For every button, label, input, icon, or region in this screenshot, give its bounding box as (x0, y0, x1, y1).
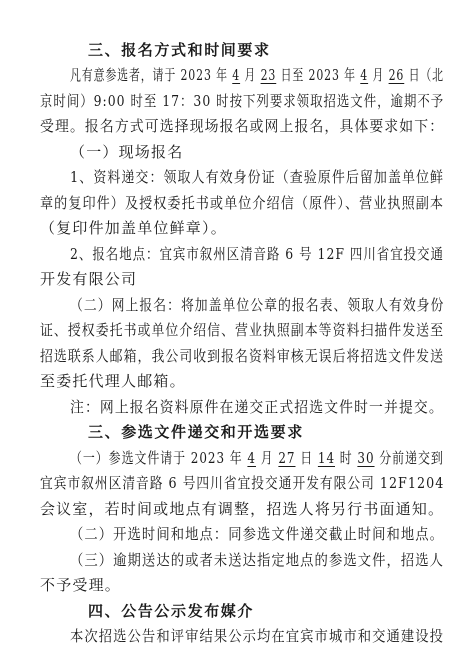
paragraph-line: 京时间）9:00 时至 17：30 时按下列要求领取招选文件，逾期不予 (40, 92, 445, 110)
underlined-month: 4 (360, 66, 369, 84)
underlined-month: 4 (247, 449, 256, 467)
text-segment: 月 (255, 449, 279, 467)
paragraph-line: 2、报名地点：宜宾市叙州区清音路 6 号 12F 四川省宜投交通 (70, 245, 444, 263)
text-segment: 分前递交到 (374, 449, 444, 467)
section-heading-registration: 三、报名方式和时间要求 (88, 41, 271, 59)
underlined-day: 26 (388, 66, 405, 84)
paragraph-line (70, 448, 444, 468)
text-segment: 月 (368, 66, 389, 84)
text-segment: 日至 2023 年 (276, 66, 361, 84)
underlined-month: 4 (232, 66, 241, 84)
text-segment: 时 (335, 449, 358, 467)
paragraph-line (70, 65, 444, 85)
text-segment: 凡有意参选者，请于 2023 年 (70, 66, 233, 84)
paragraph-line: 受理。报名方式可选择现场报名或网上报名，具体要求如下： (40, 117, 445, 135)
paragraph-line: 章的复印件）及授权委托书或单位介绍信（原件）、营业执照副本 (40, 194, 445, 212)
paragraph-line: （三）逾期送达的或者未送达指定地点的参选文件，招选人 (70, 551, 445, 569)
text-segment: 月 (240, 66, 261, 84)
text-segment: （一）参选文件请于 2023 年 (70, 449, 248, 467)
underlined-hour: 14 (317, 449, 336, 467)
subheading-onsite: （一）现场报名 (70, 143, 184, 161)
paragraph-line: 宜宾市叙州区清音路 6 号四川省宜投交通开发有限公司 12F1204 (40, 474, 445, 492)
text-segment: 日（北 (404, 66, 444, 84)
paragraph-line: 会议室，若时间或地点有调整，招选人将另行书面通知。 (40, 500, 445, 518)
paragraph-line: 招选联系人邮箱，我公司收到报名资料审核无误后将招选文件发送 (40, 347, 445, 365)
paragraph-line: （复印件加盖单位鲜章）。 (40, 219, 227, 237)
paragraph-line: 证、授权委托书或单位介绍信、营业执照副本等资料扫描件发送至 (40, 321, 445, 339)
underlined-minute: 30 (357, 449, 375, 467)
paragraph-line: 至委托代理人邮箱。 (40, 372, 186, 390)
paragraph-line: （二）网上报名：将加盖单位公章的报名表、领取人有效身份 (70, 296, 445, 314)
paragraph-line: （二）开选时间和地点：同参选文件递交截止时间和地点。 (70, 525, 445, 543)
paragraph-line: 本次招选公告和评审结果公示均在宜宾市城市和交通建设投 (70, 627, 445, 645)
underlined-day: 27 (278, 449, 296, 467)
paragraph-line: 1、资料递交：领取人有效身份证（查验原件后留加盖单位鲜 (70, 168, 445, 186)
note-line: 注：网上报名资料原件在递交正式招选文件时一并提交。 (70, 398, 444, 416)
text-segment: 日 (295, 449, 318, 467)
paragraph-line: 开发有限公司 (40, 270, 138, 288)
section-heading-submission: 三、参选文件递交和开选要求 (88, 423, 304, 441)
underlined-day: 23 (260, 66, 277, 84)
section-heading-media: 四、公告公示发布媒介 (88, 602, 255, 620)
paragraph-line: 不予受理。 (40, 576, 122, 594)
